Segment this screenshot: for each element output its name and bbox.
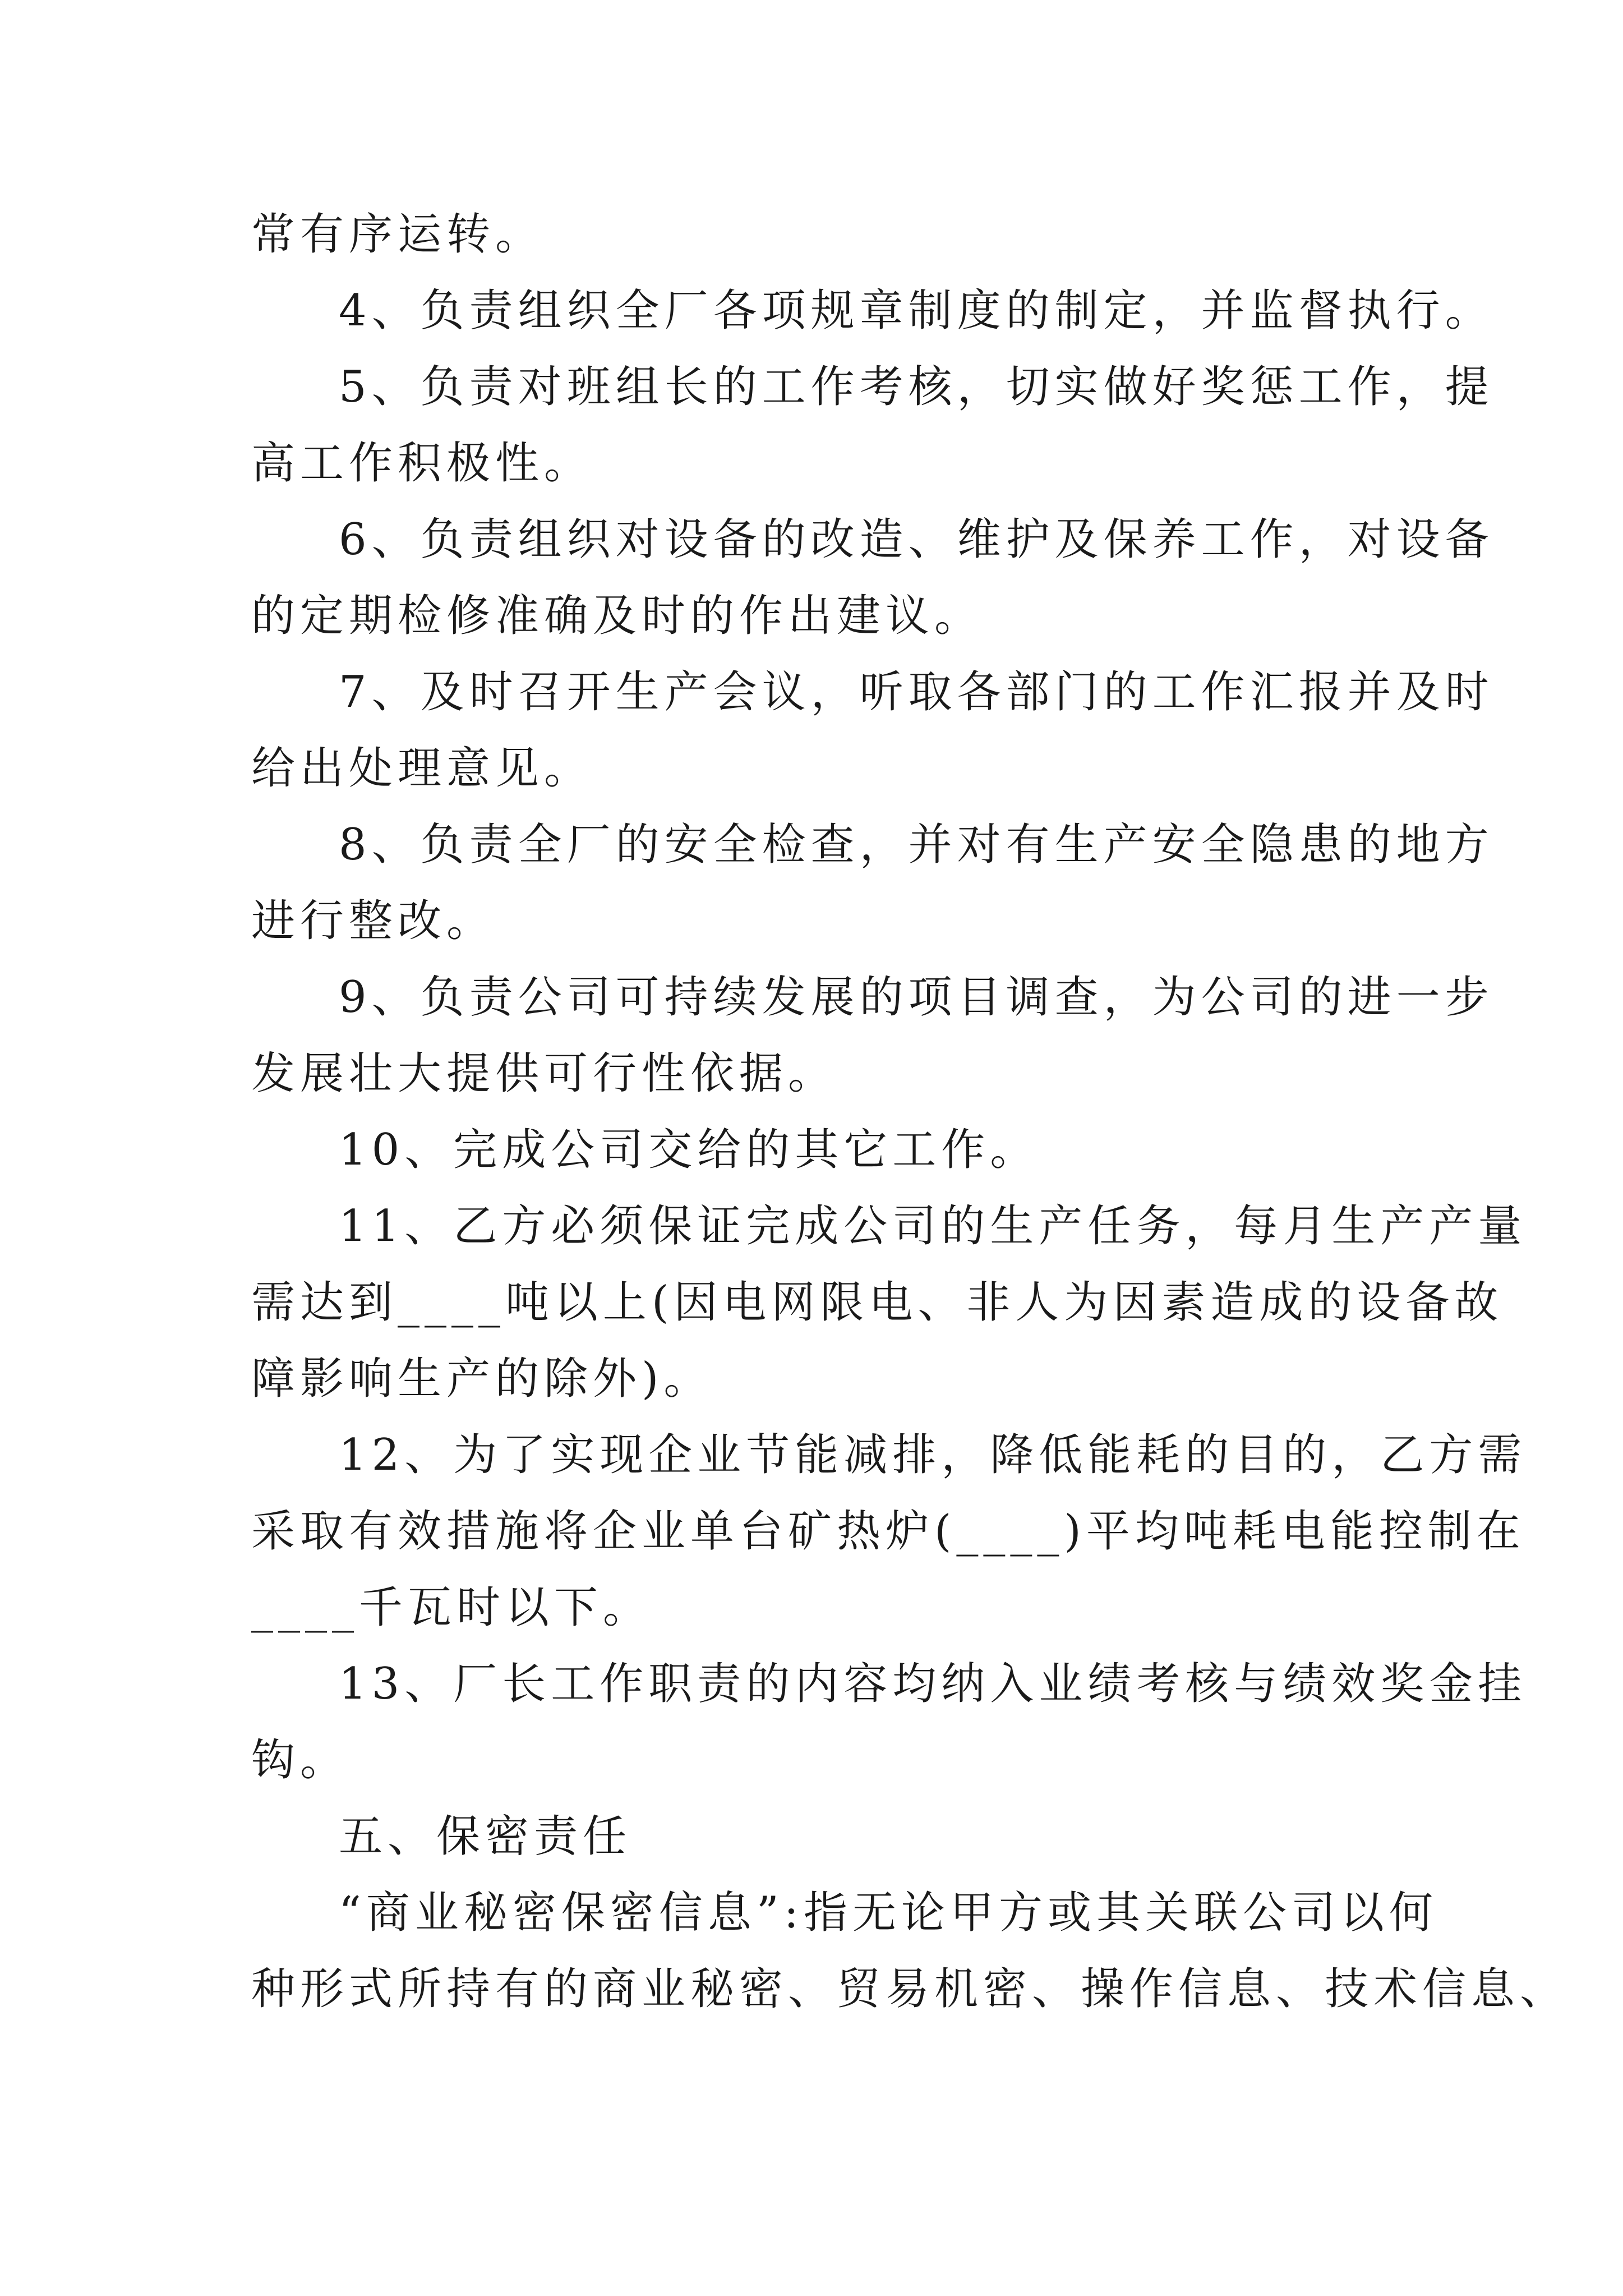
text-line: 7、及时召开生产会议，听取各部门的工作汇报并及时 xyxy=(339,667,1494,717)
paragraph-item-7 xyxy=(251,654,1494,807)
text-line: 9、负责公司可持续发展的项目调查，为公司的进一步 xyxy=(339,972,1494,1023)
text-line: 需达到____吨以上(因电网限电、非人为因素造成的设备故 xyxy=(251,1277,1504,1328)
paragraph-item-11 xyxy=(251,1188,1527,1417)
text-line: 8、负责全厂的安全检查，并对有生产安全隐患的地方 xyxy=(339,820,1494,870)
document-body xyxy=(251,196,1569,2027)
text-line: 采取有效措施将企业单台矿热炉(____)平均吨耗电能控制在 xyxy=(251,1506,1525,1557)
text-line: 10、完成公司交给的其它工作。 xyxy=(339,1125,1039,1175)
text-line: 五、保密责任 xyxy=(339,1811,632,1862)
paragraph-item-13 xyxy=(251,1646,1527,1798)
text-line: 障影响生产的除外)。 xyxy=(251,1354,713,1404)
paragraph-item-4 xyxy=(251,273,1494,349)
text-line: 进行整改。 xyxy=(251,896,496,946)
text-line: 钩。 xyxy=(251,1735,349,1786)
paragraph-item-10 xyxy=(251,1112,1390,1188)
text-line: 11、乙方必须保证完成公司的生产任务，每月生产产量 xyxy=(339,1201,1527,1251)
text-line: 给出处理意见。 xyxy=(251,743,593,794)
text-line: 种形式所持有的商业秘密、贸易机密、操作信息、技术信息、 xyxy=(251,1964,1569,2014)
section-heading-confidentiality xyxy=(251,1798,1390,1875)
paragraph-item-12 xyxy=(251,1417,1527,1646)
paragraph-item-9 xyxy=(251,959,1494,1112)
text-line: 12、为了实现企业节能减排，降低能耗的目的，乙方需 xyxy=(339,1430,1527,1480)
paragraph-item-6 xyxy=(251,501,1494,654)
text-line: 5、负责对班组长的工作考核，切实做好奖惩工作，提 xyxy=(339,362,1494,412)
text-line: “商业秘密保密信息”:指无论甲方或其关联公司以何 xyxy=(339,1888,1438,1938)
text-line: ____千瓦时以下。 xyxy=(251,1582,652,1633)
text-line: 6、负责组织对设备的改造、维护及保养工作，对设备 xyxy=(339,514,1494,565)
text-line: 高工作积极性。 xyxy=(251,438,593,489)
text-line: 13、厂长工作职责的内容均纳入业绩考核与绩效奖金挂 xyxy=(339,1659,1527,1709)
text-line: 发展壮大提供可行性依据。 xyxy=(251,1048,837,1099)
text-line: 常有序运转。 xyxy=(251,209,545,260)
paragraph-continuation xyxy=(251,196,1390,273)
paragraph-item-8 xyxy=(251,807,1494,959)
text-line: 4、负责组织全厂各项规章制度的制定，并监督执行。 xyxy=(339,286,1494,336)
paragraph-item-5 xyxy=(251,349,1494,501)
text-line: 的定期检修准确及时的作出建议。 xyxy=(251,591,984,641)
paragraph-trade-secret-definition xyxy=(251,1875,1569,2027)
